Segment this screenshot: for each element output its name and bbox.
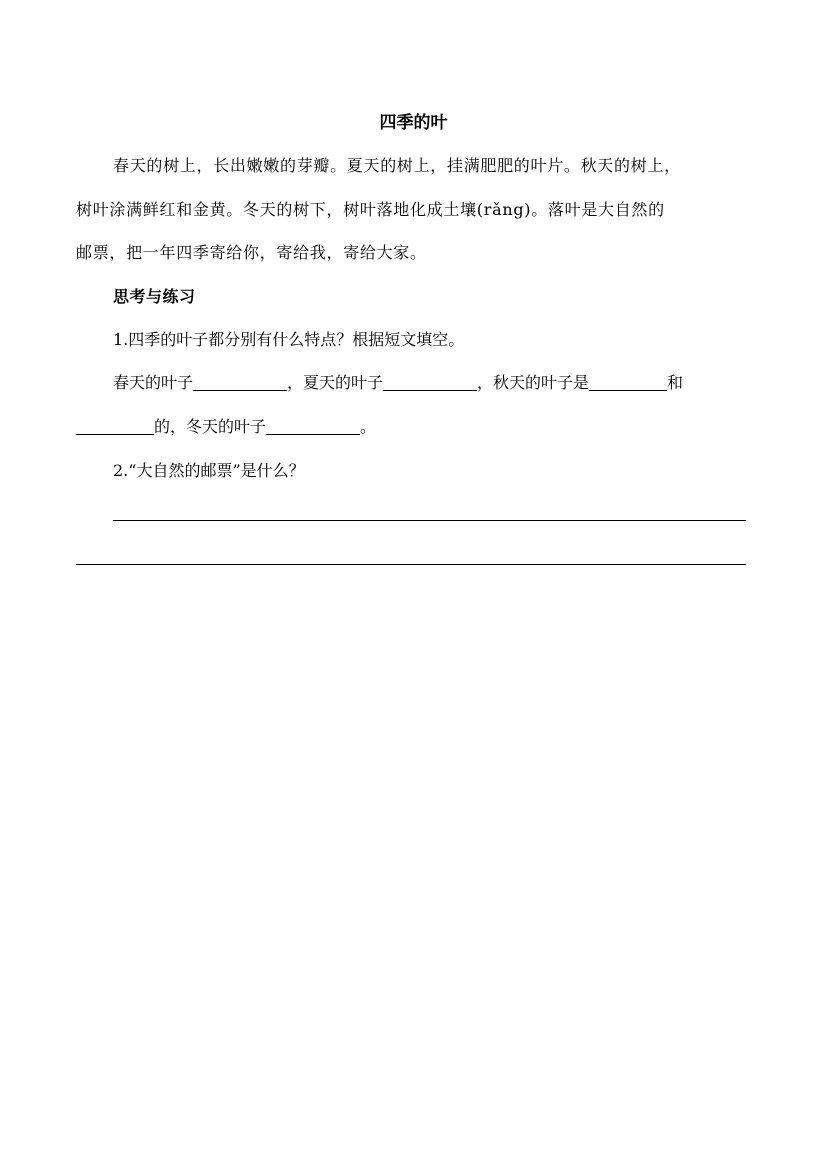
fill-text-and: 和: [667, 373, 684, 392]
question-1-fill-line-1: [113, 370, 753, 396]
answer-line-2[interactable]: [76, 564, 746, 565]
question-1-fill-line-2: [76, 414, 376, 440]
passage-title: 四季的叶: [379, 113, 448, 133]
question-1-prompt: 1.四季的叶子都分别有什么特点？根据短文填空。: [113, 330, 465, 349]
fill-text-period: 。: [360, 417, 377, 436]
fill-text-autumn: ，秋天的叶子是: [477, 373, 590, 392]
fill-text-summer: ，夏天的叶子: [287, 373, 384, 392]
passage-line-2: 树叶涂满鲜红和金黄。冬天的树下，树叶落地化成土壤(rǎng)。落叶是大自然的: [76, 200, 665, 219]
question-2-prompt: 2.“大自然的邮票”是什么？: [113, 461, 305, 480]
winter-blank[interactable]: [266, 416, 360, 435]
summer-blank[interactable]: [383, 372, 477, 391]
fill-text-spring: 春天的叶子: [113, 373, 194, 392]
answer-line-1[interactable]: [113, 520, 746, 521]
autumn-blank-1[interactable]: [589, 372, 667, 391]
autumn-blank-2[interactable]: [76, 416, 154, 435]
fill-text-winter: 的，冬天的叶子: [154, 417, 267, 436]
passage-line-1: 春天的树上，长出嫩嫩的芽瓣。夏天的树上，挂满肥肥的叶片。秋天的树上，: [113, 156, 681, 175]
exercises-heading: 思考与练习: [113, 287, 196, 306]
passage-line-3: 邮票，把一年四季寄给你，寄给我，寄给大家。: [76, 243, 427, 262]
spring-blank[interactable]: [193, 372, 287, 391]
